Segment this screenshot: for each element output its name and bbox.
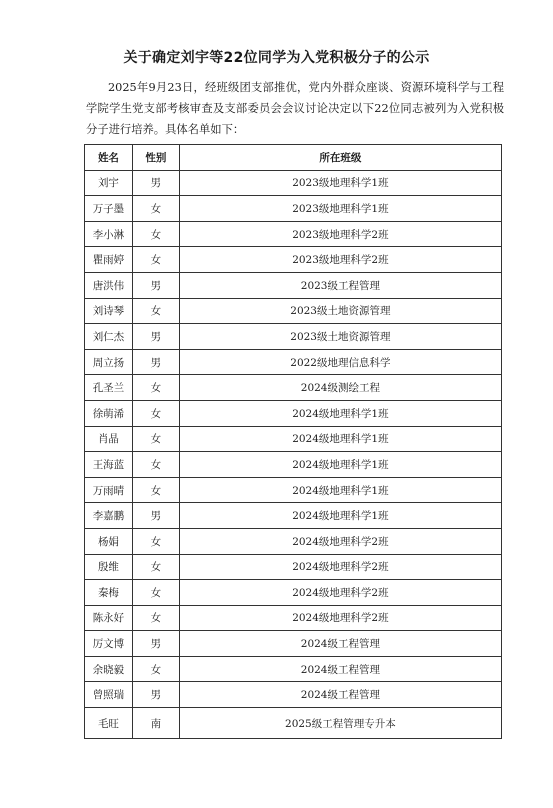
cell-gender: 女 [132,477,179,503]
cell-gender: 女 [132,221,179,247]
table-row [85,631,502,657]
cell-class: 2022级地理信息科学 [179,349,501,375]
table-row [85,375,502,401]
roster-table [84,144,502,739]
cell-gender: 男 [132,170,179,196]
table-row [85,426,502,452]
cell-name: 万子墨 [85,196,133,222]
cell-name: 厉文博 [85,631,133,657]
cell-class: 2024级工程管理 [179,631,501,657]
cell-class: 2024级地理科学2班 [179,605,501,631]
table-row [85,477,502,503]
table-row [85,221,502,247]
cell-gender: 男 [132,682,179,708]
cell-gender: 男 [132,503,179,529]
cell-class: 2023级土地资源管理 [179,298,501,324]
cell-name: 秦梅 [85,580,133,606]
intro-paragraph: 2025年9月23日，经班级团支部推优，党内外群众座谈、资源环境科学与工程学院学生党支部考核审查及支部委员会会议讨论决定以下22位同志被列为入党积极分子进行培养。具体名单如下： [86,81,504,136]
cell-class: 2024级测绘工程 [179,375,501,401]
table-row [85,400,502,426]
cell-name: 肖晶 [85,426,133,452]
cell-class: 2024级地理科学1班 [179,400,501,426]
cell-gender: 女 [132,298,179,324]
table-row [85,196,502,222]
cell-name: 周立扬 [85,349,133,375]
cell-class: 2023级地理科学1班 [179,196,501,222]
cell-name: 曾照瑞 [85,682,133,708]
table-row [85,503,502,529]
table-row [85,349,502,375]
table-row [85,324,502,350]
cell-class: 2024级地理科学2班 [179,554,501,580]
cell-name: 唐洪伟 [85,272,133,298]
table-row [85,580,502,606]
table-row [85,682,502,708]
cell-name: 毛旺 [85,708,133,739]
cell-class: 2024级地理科学1班 [179,477,501,503]
cell-gender: 女 [132,400,179,426]
table-row [85,452,502,478]
cell-class: 2023级土地资源管理 [179,324,501,350]
table-row [85,528,502,554]
cell-gender: 男 [132,631,179,657]
cell-gender: 女 [132,196,179,222]
cell-name: 殷维 [85,554,133,580]
cell-gender: 女 [132,554,179,580]
table-header-row [85,145,502,171]
cell-name: 刘诗琴 [85,298,133,324]
cell-class: 2023级地理科学2班 [179,221,501,247]
cell-gender: 南 [132,708,179,739]
cell-gender: 女 [132,247,179,273]
table-row [85,605,502,631]
cell-gender: 男 [132,272,179,298]
cell-gender: 女 [132,426,179,452]
table-row [85,272,502,298]
table-row [85,170,502,196]
cell-class: 2023级地理科学2班 [179,247,501,273]
cell-class: 2023级工程管理 [179,272,501,298]
header-name: 姓名 [85,145,133,171]
cell-gender: 女 [132,452,179,478]
cell-name: 余晓毅 [85,656,133,682]
header-gender: 性别 [132,145,179,171]
cell-class: 2024级地理科学2班 [179,580,501,606]
cell-gender: 女 [132,528,179,554]
cell-class: 2024级地理科学1班 [179,426,501,452]
cell-name: 徐萌浠 [85,400,133,426]
cell-name: 刘宇 [85,170,133,196]
table-row [85,656,502,682]
cell-name: 瞿雨婷 [85,247,133,273]
cell-name: 万雨晴 [85,477,133,503]
cell-name: 李嘉鹏 [85,503,133,529]
cell-name: 杨娟 [85,528,133,554]
cell-class: 2024级地理科学1班 [179,503,501,529]
cell-gender: 男 [132,324,179,350]
cell-name: 李小淋 [85,221,133,247]
cell-gender: 女 [132,375,179,401]
cell-name: 陈永好 [85,605,133,631]
cell-name: 王海蓝 [85,452,133,478]
cell-gender: 女 [132,656,179,682]
cell-class: 2024级地理科学2班 [179,528,501,554]
cell-class: 2024级工程管理 [179,656,501,682]
cell-class: 2023级地理科学1班 [179,170,501,196]
document-title: 关于确定刘宇等22位同学为入党积极分子的公示 [123,50,430,66]
cell-gender: 女 [132,580,179,606]
cell-class: 2024级地理科学1班 [179,452,501,478]
cell-name: 孔圣兰 [85,375,133,401]
cell-class: 2025级工程管理专升本 [179,708,501,739]
table-row [85,247,502,273]
table-row [85,298,502,324]
table-row [85,708,502,739]
cell-gender: 女 [132,605,179,631]
table-row [85,554,502,580]
header-class: 所在班级 [179,145,501,171]
table-body [85,170,502,738]
cell-name: 刘仁杰 [85,324,133,350]
cell-gender: 男 [132,349,179,375]
cell-class: 2024级工程管理 [179,682,501,708]
